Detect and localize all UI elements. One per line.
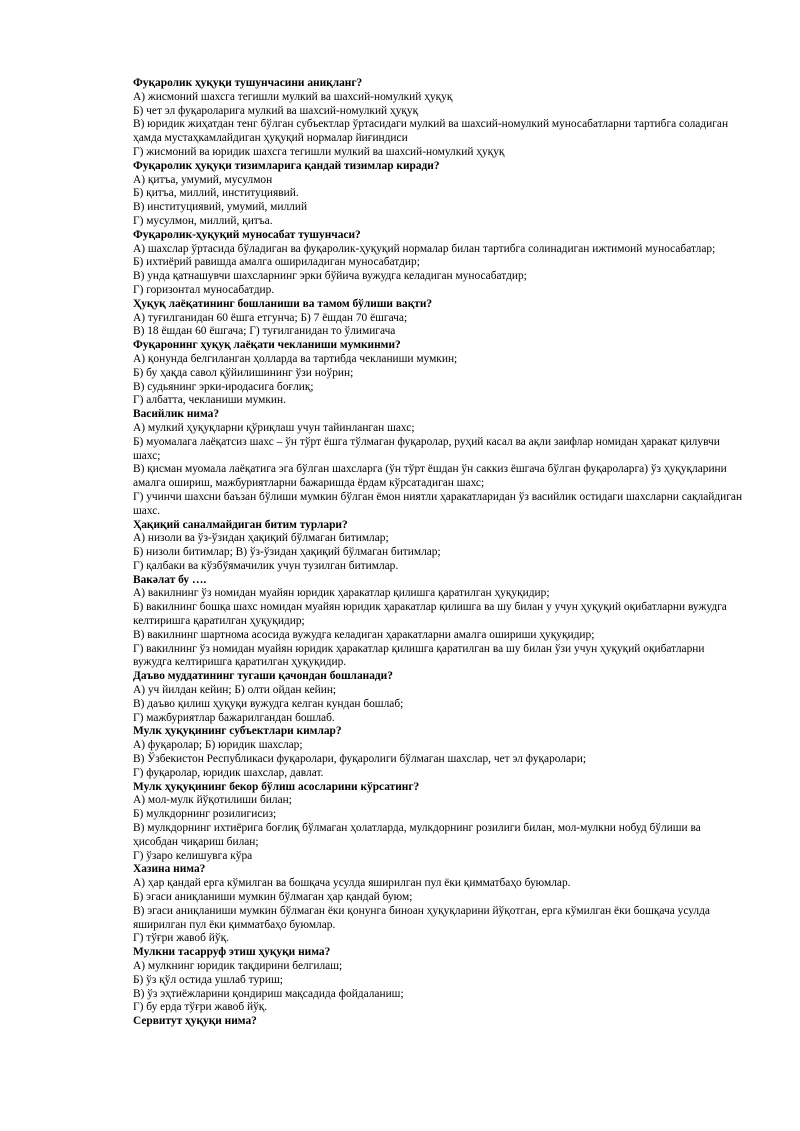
answer-option: Г) фуқаролар, юридик шахслар, давлат. (133, 766, 324, 779)
answer-option: В) 18 ёшдан 60 ёшгача; Г) туғилганидан то ўлимигача (133, 325, 396, 338)
answer-option: В) судьянинг эрки-иродасига боғлиқ; (133, 380, 314, 393)
answer-option: В) қисман муомала лаёқатига эга бўлган шахсларга (ўн тўрт ёшдан ўн саккиз ёшгача бўлган фуқароларга) ўз ҳуқуқларини амалга ошириш, мажбуриятларни бажаришда ёрдам кўрсатадиган шахс; (133, 463, 727, 490)
answer-option: А) қитъа, умумий, мусулмон (133, 173, 273, 186)
question-heading: Вакәлат бу …. (133, 573, 207, 586)
question-heading: Фуқаролик ҳуқуқи тизимларига қандай тизимлар киради? (133, 159, 440, 172)
question-heading: Мулк ҳуқуқининг бекор бўлиш асосларини кўрсатинг? (133, 780, 420, 793)
answer-option: Б) низоли битимлар; В) ўз-ўзидан ҳақиқий бўлмаган битимлар; (133, 546, 441, 559)
answer-option: А) туғилганидан 60 ёшга етгунча; Б) 7 ёшдан 70 ёшгача; (133, 311, 408, 324)
answer-option: В) мулкдорнинг ихтиёрига боғлиқ бўлмаган ҳолатларда, мулкдорнинг розилиги билан, мол-мулкни нобуд бўлиши ва ҳисобдан чиқариш билан; (133, 822, 701, 848)
answer-option: В) даъво қилиш ҳуқуқи вужудга келган кундан бошлаб; (133, 697, 404, 710)
answer-option: Г) горизонтал муносабатдир. (133, 283, 275, 296)
answer-option: Б) қитъа, миллий, институциявий. (133, 187, 299, 200)
question-heading: Фуқаронинг ҳуқуқ лаёқати чекланиши мумкинми? (133, 339, 401, 352)
question-heading: Фуқаролик-ҳуқуқий муносабат тушунчаси? (133, 228, 361, 241)
answer-option: Г) мусулмон, миллий, қитъа. (133, 214, 273, 227)
answer-option: Г) ўзаро келишувга кўра (133, 849, 253, 862)
answer-option: Б) вакилнинг бошқа шахс номидан муайян юридик ҳаракатлар қилишга ва шу билан у учун ҳуқуқий оқибатларни вужудга келтиришга қаратилган ҳуқуқидир; (133, 601, 727, 628)
answer-option: Г) жисмоний ва юридик шахсга тегишли мулкий ва шахсий-номулкий ҳуқуқ (133, 145, 505, 158)
answer-option: Г) вакилнинг ўз номидан муайян юридик ҳаракатлар қилишга қаратилган ва шу билан ўзи учун ҳуқуқий оқибатларни вужудга келтиришга қаратилган ҳуқуқидир. (133, 642, 705, 669)
question-heading: Сервитут ҳуқуқи нима? (133, 1015, 257, 1028)
answer-option: А) вакилнинг ўз номидан муайян юридик ҳаракатлар қилишга қаратилган ҳуқуқидир; (133, 587, 550, 600)
answer-option: В) ўз эҳтиёжларини қондириш мақсадида фойдаланиш; (133, 987, 404, 1000)
question-heading: Мулк ҳуқуқининг субъектлари кимлар? (133, 725, 342, 738)
answer-option: А) жисмоний шахсга тегишли мулкий ва шахсий-номулкий ҳуқуқ (133, 90, 453, 103)
answer-option: А) низоли ва ўз-ўзидан ҳақиқий бўлмаган битимлар; (133, 532, 389, 545)
answer-option: А) қонунда белгиланган ҳолларда ва тартибда чекланиши мумкин; (133, 352, 458, 365)
answer-option: Б) муомалага лаёқатсиз шахс – ўн тўрт ёшга тўлмаган фуқаролар, руҳий касал ва ақли заифлар номидан ҳаракат қилувчи шахс; (133, 435, 720, 462)
answer-option: А) ҳар қандай ерга кўмилган ва бошқача усулда яширилган пул ёки қимматбаҳо буюмлар. (133, 877, 571, 890)
answer-option: Г) қалбаки ва кўзбўямачилик учун тузилган битимлар. (133, 559, 399, 572)
question-heading: Даъво муддатининг тугаши қачондан бошланади? (133, 670, 393, 683)
document-page (133, 77, 745, 1029)
answer-option: Б) бу ҳақда савол қўйилишининг ўзи ноўрин; (133, 366, 354, 379)
answer-option: В) вакилнинг шартнома асосида вужудга келадиган ҳаракатларни амалга ошириши ҳуқуқидир; (133, 628, 595, 641)
answer-option: А) уч йилдан кейин; Б) олти ойдан кейин; (133, 684, 337, 697)
answer-option: А) фуқаролар; Б) юридик шахслар; (133, 739, 303, 752)
answer-option: А) шахслар ўртасида бўладиган ва фуқаролик-ҳуқуқий нормалар билан тартибга солинадиган ижтимоий муносабатлар; (133, 242, 716, 255)
answer-option: А) мулкнинг юридик тақдирини белгилаш; (133, 960, 343, 972)
answer-option: В) унда қатнашувчи шахсларнинг эрки бўйича вужудга келадиган муносабатдир; (133, 270, 527, 283)
question-heading: Фуқаролик ҳуқуқи тушунчасини аниқланг? (133, 77, 363, 89)
question-heading: Ҳуқуқ лаёқатининг бошланиши ва тамом бўлиши вақти? (133, 297, 433, 310)
answer-option: Б) ўз қўл остида ушлаб туриш; (133, 973, 283, 986)
answer-option: Г) учинчи шахсни баъзан бўлиши мумкин бўлган ёмон ниятли ҳаракатларидан ўз васийлик остидаги шахсларни сақлайдиган шахс. (133, 490, 743, 517)
question-heading: Ҳақиқий саналмайдиган битим турлари? (133, 518, 348, 531)
answer-option: А) мулкий ҳуқуқларни қўриқлаш учун тайинланган шахс; (133, 421, 415, 434)
answer-option: В) эгаси аниқланиши мумкин бўлмаган ёки қонунга биноан ҳуқуқларини йўқотган, ерга кўмилган ёки бошқача усулда яширилган пул ёки қимматбаҳо буюмлар. (133, 904, 710, 931)
answer-option: В) Ўзбекистон Республикаси фуқаролари, фуқаролиги бўлмаган шахслар, чет эл фуқаролари; (133, 753, 587, 766)
answer-option: В) юридик жиҳатдан тенг бўлган субъектлар ўртасидаги мулкий ва шахсий-номулкий муносабатларни тартибга соладиган ҳамда мустаҳкамлайдиган ҳуқуқий нормалар йиғиндиси (133, 118, 729, 145)
answer-option: Г) бу ерда тўғри жавоб йўқ. (133, 1001, 268, 1014)
answer-option: Б) ихтиёрий равишда амалга ошириладиган муносабатдир; (133, 256, 420, 269)
answer-option: Б) чет эл фуқароларига мулкий ва шахсий-номулкий ҳуқуқ (133, 104, 419, 117)
answer-option: А) мол-мулк йўқотилиши билан; (133, 794, 292, 807)
question-heading: Мулкни тасарруф этиш ҳуқуқи нима? (133, 946, 331, 959)
answer-option: Г) албатта, чекланиши мумкин. (133, 394, 286, 407)
answer-option: Б) мулкдорнинг розилигисиз; (133, 808, 277, 821)
answer-option: Г) тўғри жавоб йўқ. (133, 932, 229, 945)
question-heading: Хазина нима? (133, 863, 206, 876)
answer-option: Б) эгаси аниқланиши мумкин бўлмаган ҳар қандай буюм; (133, 891, 413, 904)
answer-option: В) институциявий, умумий, миллий (133, 201, 308, 214)
question-heading: Васийлик нима? (133, 408, 220, 421)
answer-option: Г) мажбуриятлар бажарилгандан бошлаб. (133, 711, 335, 724)
